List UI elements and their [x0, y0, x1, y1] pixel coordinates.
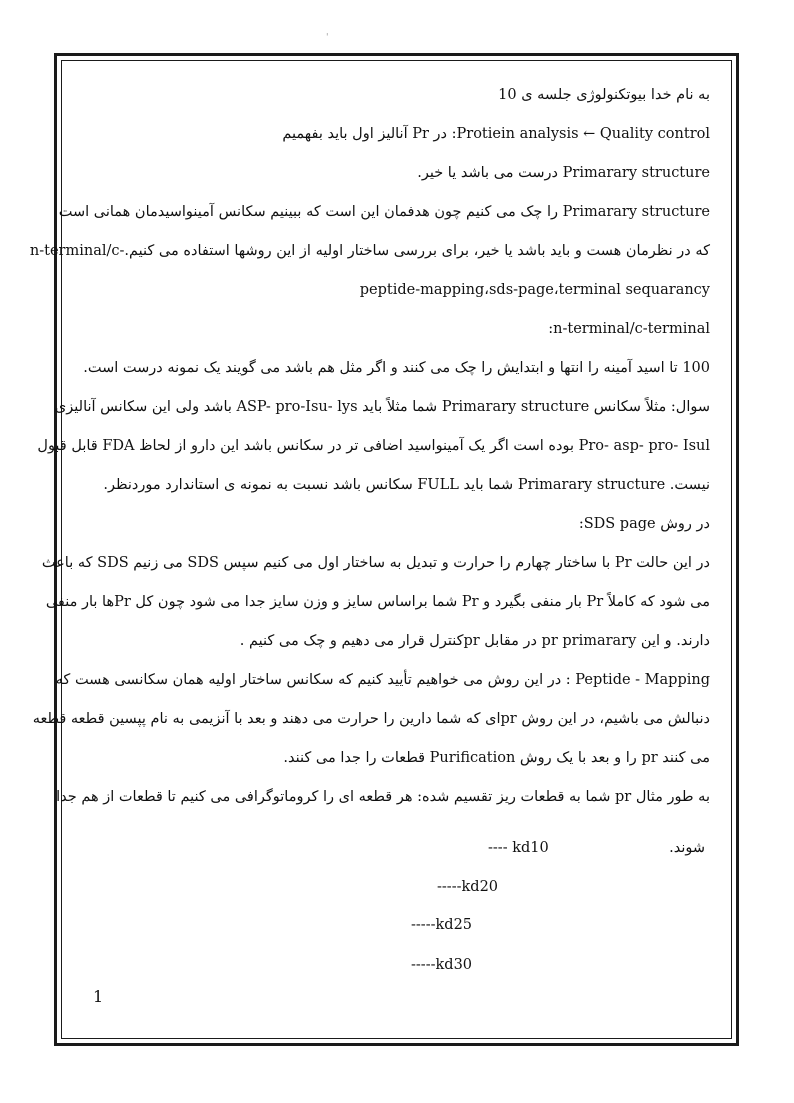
text-line: دارند. و این pr primarary در مقابل prکنترل قرار می دهیم و چک می کنیم .	[239, 633, 710, 649]
text-line: در این حالت Pr با ساختار چهارم را حرارت و تبدیل به ساختار اول می کنیم سپس SDS می زنیم SDS که باعث	[41, 555, 710, 571]
text-line: دنبالش می باشیم، در این روش prای که شما دارین را حرارت می دهند و بعد با آنزیمی به نام پپسین قطعه قطعه	[32, 711, 710, 727]
text-line: سوال: مثلاً سکانس Primarary structure شما مثلاً باید ASP- pro-Isu- lys باشد ولی این سکانس آنالیزی	[54, 399, 710, 415]
fragment-kd25: -----kd25	[411, 917, 473, 933]
document-body	[29, 86, 710, 827]
fragment-kd20: -----kd20	[437, 879, 499, 895]
section-heading-peptide-mapping: Peptide - Mapping : در این روش می خواهیم تأیید کنیم که سکانس ساختار اولیه همان سکانسی هست که	[55, 672, 710, 688]
text-line: Primarary structure را چک می کنیم چون هدفمان این است که ببینیم سکانس آمینواسیدمان همانی است	[58, 204, 710, 220]
text-line: می شود که کاملاً Pr بار منفی بگیرد و Pr شما براساس سایز و وزن سایز جدا می شود چون کل Prها بار منفی	[45, 594, 710, 610]
text-line: که در نظرمان هست و باید باشد یا خیر، برای بررسی ساختار اولیه از این روشها استفاده می کنیم.-n-terminal/c	[29, 243, 710, 259]
text-shavand: شوند.	[669, 840, 705, 856]
text-line: می کنند pr را و بعد با یک روش Purification قطعات را جدا می کنند.	[283, 750, 710, 766]
scan-mark: '	[326, 33, 329, 43]
text-line: Pro- asp- pro- Isul بوده است اگر یک آمینواسید اضافی تر در سکانس باشد این دارو از لحاظ FDA قابل قبول	[37, 438, 710, 454]
section-heading-terminal: n-terminal/c-terminal:	[548, 321, 710, 337]
text-line: Protiein analysis ← Quality control: در Pr آنالیز اول باید بفهمیم	[282, 126, 710, 142]
methods-list-line: peptide-mapping،sds-page،terminal sequarancy	[359, 282, 710, 298]
text-line: 100 تا اسید آمینه را انتها و ابتدایش را چک می کنند و اگر مثل هم باشد می گویند یک نمونه درست است.	[83, 360, 710, 376]
text-line: به طور مثال pr شما به قطعات ریز تقسیم شده: هر قطعه ای را کروماتوگرافی می کنیم تا قطعات از هم جدا	[56, 789, 710, 805]
title-line: به نام خدا بیوتکنولوژی جلسه ی 10	[498, 87, 710, 103]
page-number: 1	[93, 987, 104, 1006]
text-line: نیست. Primarary structure شما باید FULL سکانس باشد نسبت به نمونه ی استاندارد مورد‌نظر.	[103, 477, 710, 493]
fragment-kd10: ---- kd10	[488, 840, 549, 856]
text-line: Primarary structure درست می باشد یا خیر.	[417, 165, 710, 181]
section-heading-sds-page: در روش SDS page:	[578, 516, 710, 532]
fragment-kd30: -----kd30	[411, 957, 473, 973]
